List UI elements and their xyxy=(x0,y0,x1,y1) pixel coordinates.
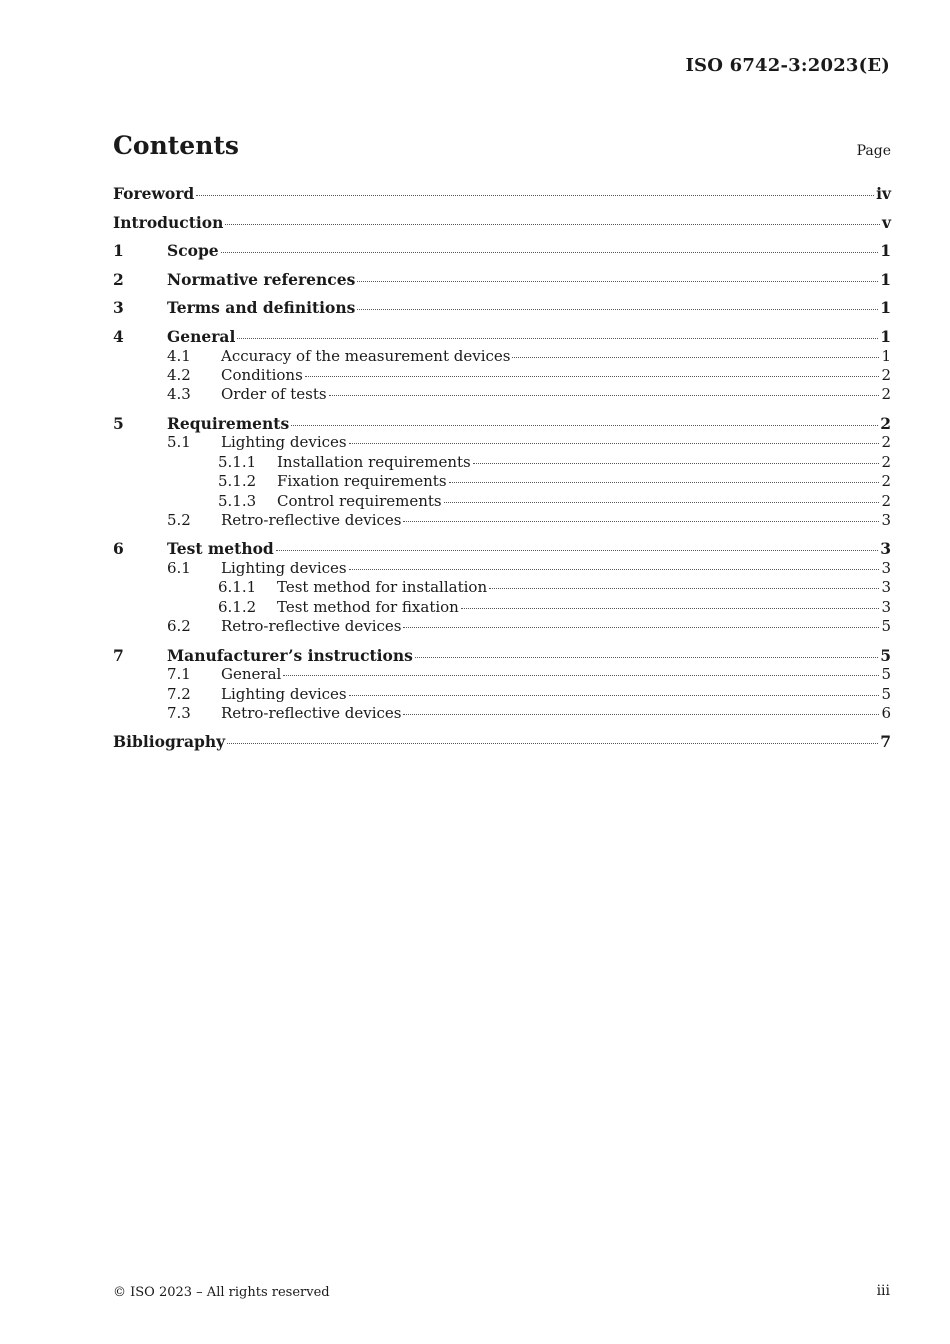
toc-entry-page: 1 xyxy=(880,269,891,289)
toc-entry[interactable] xyxy=(113,472,891,491)
toc-entry-title: Test method xyxy=(167,539,274,559)
toc-entry-number: 6.1.1 xyxy=(218,578,257,597)
dot-leader xyxy=(403,627,879,628)
toc-entry-title: Order of tests xyxy=(221,385,327,404)
toc-entry-page: 2 xyxy=(881,365,891,384)
toc-entry[interactable] xyxy=(113,685,891,704)
toc-entry-number: 4.1 xyxy=(167,346,191,365)
toc-entry-page: 1 xyxy=(881,346,891,365)
toc-entry-title: Terms and definitions xyxy=(167,298,356,318)
toc-entry-number: 5.1.3 xyxy=(218,491,257,510)
toc-entry-title: Introduction xyxy=(113,212,224,232)
toc-entry[interactable] xyxy=(113,732,891,752)
toc-entry-number: 4.3 xyxy=(167,385,191,404)
toc-entry-title: Conditions xyxy=(221,365,303,384)
toc-entry[interactable] xyxy=(113,298,891,318)
toc-entry-title: Retro-reflective devices xyxy=(221,704,402,723)
toc-entry-page: 5 xyxy=(881,617,891,636)
toc-entry[interactable] xyxy=(113,433,891,452)
toc-entry-page: 2 xyxy=(881,385,891,404)
toc-entry-page: v xyxy=(881,212,891,232)
dot-leader xyxy=(403,714,879,715)
dot-leader xyxy=(403,521,879,522)
dot-leader xyxy=(489,588,879,589)
toc-entry[interactable] xyxy=(113,366,891,385)
toc-entry-title: Scope xyxy=(167,241,219,261)
toc-entry-number: 5.1 xyxy=(167,433,191,452)
toc-entry-page: 2 xyxy=(880,413,891,433)
toc-entry[interactable] xyxy=(113,511,891,530)
dot-leader xyxy=(227,743,878,744)
dot-leader xyxy=(225,224,880,225)
toc-entry-number: 3 xyxy=(113,298,124,318)
dot-leader xyxy=(329,395,880,396)
toc-entry-number: 7.3 xyxy=(167,704,191,723)
dot-leader xyxy=(283,675,879,676)
toc-entry-title: Installation requirements xyxy=(277,452,471,471)
toc-entry-title: Test method for installation xyxy=(277,578,488,597)
dot-leader xyxy=(357,309,878,310)
toc-entry-title: Retro-reflective devices xyxy=(221,617,402,636)
toc-entry[interactable] xyxy=(113,385,891,404)
dot-leader xyxy=(305,376,880,377)
toc-entry[interactable] xyxy=(113,578,891,597)
toc-entry[interactable] xyxy=(113,213,891,233)
toc-entry-title: Control requirements xyxy=(277,491,442,510)
toc-entry-page: 2 xyxy=(881,472,891,491)
dot-leader xyxy=(221,252,879,253)
toc-entry-page: 1 xyxy=(880,241,891,261)
toc-entry-number: 6.1 xyxy=(167,559,191,577)
copyright-notice: © ISO 2023 – All rights reserved xyxy=(113,1285,330,1300)
dot-leader xyxy=(512,357,879,358)
toc-entry-number: 6.2 xyxy=(167,617,191,636)
page-column-label: Page xyxy=(856,143,891,159)
toc-entry-number: 7 xyxy=(113,645,124,665)
toc-entry-title: Foreword xyxy=(113,184,195,203)
toc-entry-number: 5.1.1 xyxy=(218,452,257,471)
toc-entry-page: 3 xyxy=(881,578,891,597)
dot-leader xyxy=(237,338,878,339)
toc-entry-title: Lighting devices xyxy=(221,684,347,703)
toc-entry[interactable] xyxy=(113,327,891,347)
toc-entry-page: 5 xyxy=(881,665,891,684)
toc-entry-title: Fixation requirements xyxy=(277,472,447,491)
dot-leader xyxy=(276,550,878,551)
toc-entry-title: Test method for fixation xyxy=(277,597,459,616)
toc-entry-number: 5.1.2 xyxy=(218,472,257,491)
toc-entry-number: 1 xyxy=(113,241,124,261)
dot-leader xyxy=(473,463,880,464)
toc-entry-title: Manufacturer’s instructions xyxy=(167,645,413,665)
toc-entry-number: 4 xyxy=(113,326,124,346)
toc-entry[interactable] xyxy=(113,646,891,666)
toc-entry-page: 3 xyxy=(881,511,891,529)
toc-entry-title: Bibliography xyxy=(113,732,226,752)
dot-leader xyxy=(291,425,878,426)
dot-leader xyxy=(415,657,878,658)
toc-entry-page: 5 xyxy=(880,645,891,665)
dot-leader xyxy=(196,195,874,196)
toc-entry-title: Requirements xyxy=(167,413,290,433)
toc-entry-number: 5.2 xyxy=(167,511,191,529)
toc-entry-page: 5 xyxy=(881,684,891,703)
toc-entry[interactable] xyxy=(113,559,891,578)
toc-entry-page: 3 xyxy=(880,539,891,559)
document-id: ISO 6742-3:2023(E) xyxy=(685,55,890,76)
toc-entry[interactable] xyxy=(113,241,891,261)
toc-entry-number: 6 xyxy=(113,539,124,559)
toc-entry-title: Lighting devices xyxy=(221,559,347,577)
toc-entry-number: 4.2 xyxy=(167,365,191,384)
dot-leader xyxy=(349,695,880,696)
toc-entry-number: 7.1 xyxy=(167,665,191,684)
toc-entry-number: 2 xyxy=(113,269,124,289)
dot-leader xyxy=(461,608,880,609)
toc-entry[interactable] xyxy=(113,704,891,723)
toc-entry[interactable] xyxy=(113,270,891,290)
toc-entry[interactable] xyxy=(113,617,891,636)
toc-entry-page: 6 xyxy=(881,704,891,723)
dot-leader xyxy=(349,569,880,570)
toc-entry-number: 5 xyxy=(113,413,124,433)
toc-entry-page: 1 xyxy=(880,298,891,318)
table-of-contents xyxy=(113,184,891,752)
toc-entry-number: 7.2 xyxy=(167,684,191,703)
dot-leader xyxy=(449,482,880,483)
toc-entry-title: General xyxy=(221,665,282,684)
toc-entry-page: 7 xyxy=(880,732,891,752)
toc-entry-title: General xyxy=(167,326,236,346)
toc-entry-page: 2 xyxy=(881,452,891,471)
toc-entry[interactable] xyxy=(113,184,891,204)
toc-entry[interactable] xyxy=(113,453,891,472)
dot-leader xyxy=(444,502,880,503)
toc-entry[interactable] xyxy=(113,539,891,559)
toc-entry-page: 1 xyxy=(880,326,891,346)
toc-entry-title: Normative references xyxy=(167,269,356,289)
toc-entry[interactable] xyxy=(113,665,891,684)
footer-page-number: iii xyxy=(876,1283,890,1299)
toc-entry[interactable] xyxy=(113,414,891,434)
dot-leader xyxy=(357,281,878,282)
contents-heading: Contents xyxy=(113,131,240,160)
toc-entry-page: 3 xyxy=(881,597,891,616)
toc-entry-title: Lighting devices xyxy=(221,433,347,452)
toc-entry[interactable] xyxy=(113,347,891,366)
toc-entry-page: 2 xyxy=(881,491,891,510)
toc-entry-title: Retro-reflective devices xyxy=(221,511,402,529)
dot-leader xyxy=(349,443,880,444)
toc-entry-page: 2 xyxy=(881,433,891,452)
toc-entry[interactable] xyxy=(113,492,891,511)
toc-entry[interactable] xyxy=(113,598,891,617)
toc-entry-title: Accuracy of the measurement devices xyxy=(221,346,511,365)
toc-entry-page: 3 xyxy=(881,559,891,577)
toc-entry-page: iv xyxy=(876,184,891,203)
toc-entry-number: 6.1.2 xyxy=(218,597,257,616)
